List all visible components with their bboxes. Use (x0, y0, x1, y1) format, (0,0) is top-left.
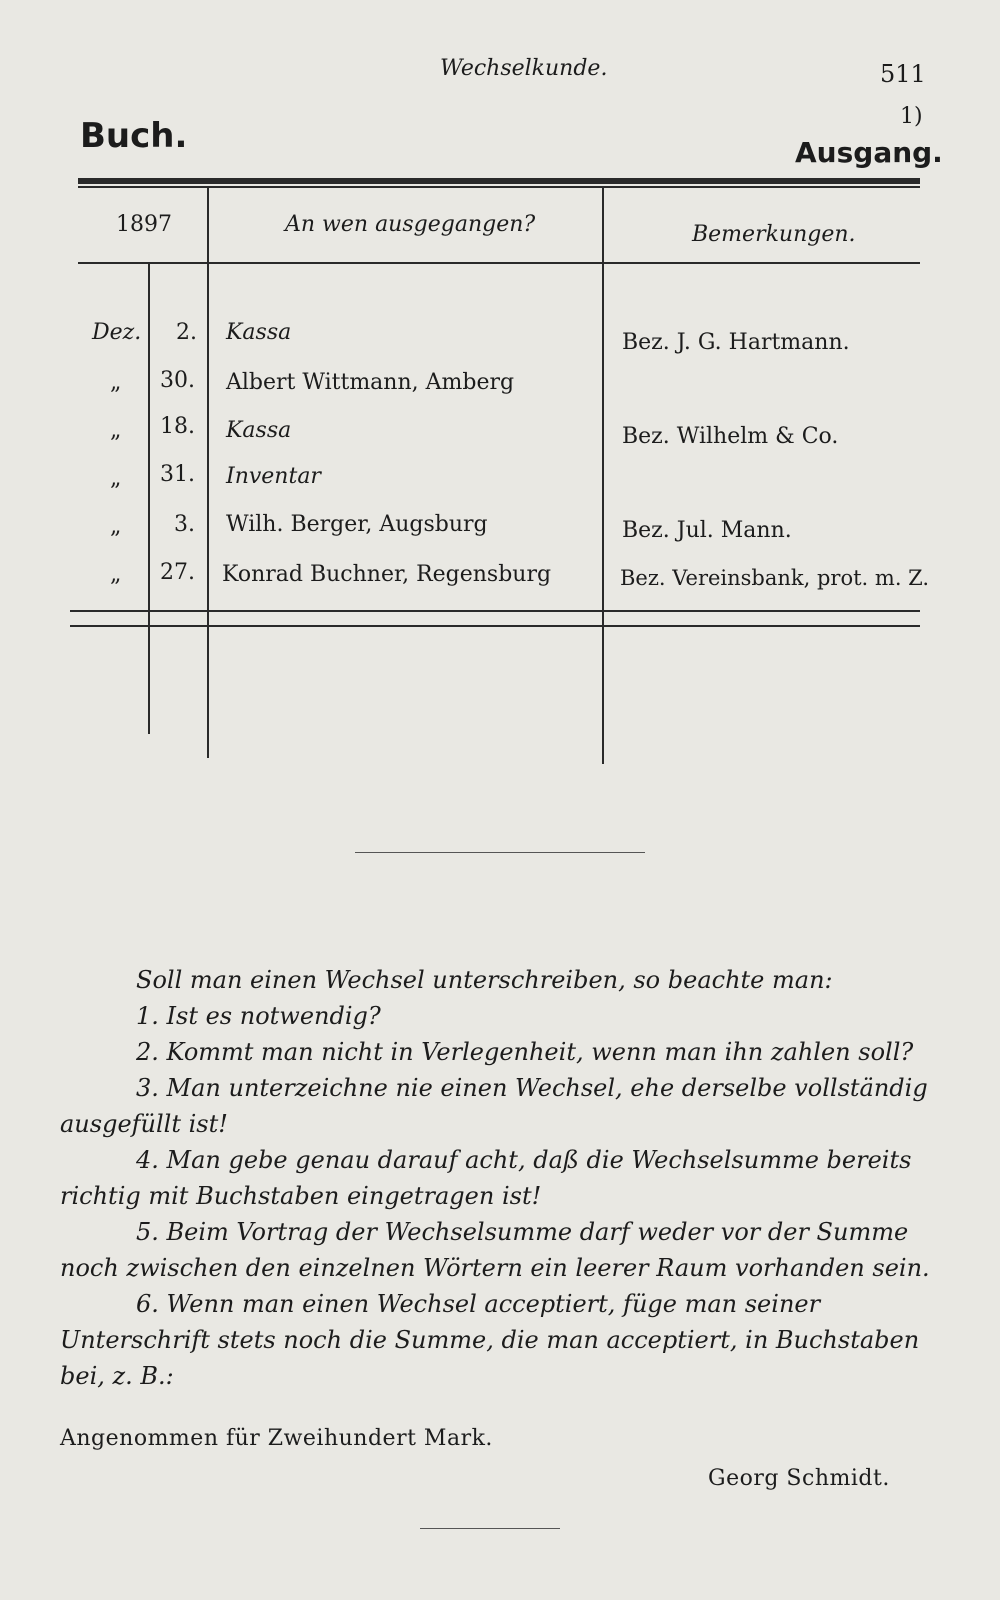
left-heading: Buch. (80, 116, 188, 156)
row-recipient: Albert Wittmann, Amberg (226, 370, 515, 395)
row-day: 2. (176, 320, 197, 345)
column-header-remarks: Bemerkungen. (692, 222, 856, 247)
row-month: „ (110, 466, 122, 491)
advice-block (60, 962, 930, 1394)
advice-intro: Soll man einen Wechsel unterschreiben, so beachte man: (136, 966, 833, 994)
column-header-recipient: An wen ausgegangen? (285, 212, 536, 237)
table-bottom-rule-2 (70, 625, 920, 627)
column-header-year: 1897 (116, 212, 172, 237)
row-remark: Bez. Jul. Mann. (622, 518, 792, 543)
table-header-rule (78, 262, 920, 264)
row-day: 3. (174, 512, 195, 537)
advice-item: 1. Ist es notwendig? (136, 1002, 381, 1030)
row-month: „ (110, 562, 122, 587)
table-bottom-rule (70, 610, 920, 612)
row-recipient: Wilh. Berger, Augsburg (226, 512, 488, 537)
row-day: 30. (160, 368, 195, 393)
column-divider-1 (207, 186, 209, 758)
advice-item: 6. Wenn man einen Wechsel acceptiert, füge man seiner Unterschrift stets noch die Summe, die man acceptiert, in Buchstaben bei, z. B.: (60, 1290, 920, 1390)
column-divider-day (148, 264, 150, 734)
row-day: 27. (160, 560, 195, 585)
row-remark: Bez. Wilhelm & Co. (622, 424, 839, 449)
running-title: Wechselkunde. (440, 56, 608, 81)
row-month: „ (110, 370, 122, 395)
signature: Georg Schmidt. (708, 1466, 890, 1491)
section-divider (355, 852, 645, 853)
row-recipient: Konrad Buchner, Regensburg (222, 562, 552, 587)
row-month: Dez. (92, 320, 142, 345)
advice-item: 3. Man unterzeichne nie einen Wechsel, ehe derselbe vollständig ausgefüllt ist! (60, 1074, 928, 1138)
row-recipient: Kassa (226, 320, 292, 345)
advice-item: 4. Man gebe genau darauf acht, daß die Wechselsumme bereits richtig mit Buchstaben eingetragen ist! (60, 1146, 912, 1210)
row-day: 18. (160, 414, 195, 439)
table-top-rule (78, 178, 920, 184)
column-divider-2 (602, 186, 604, 764)
row-month: „ (110, 418, 122, 443)
footer-divider (420, 1528, 560, 1529)
page-number: 511 (880, 60, 926, 88)
table-top-rule-thin (78, 186, 920, 188)
advice-item: 2. Kommt man nicht in Verlegenheit, wenn man ihn zahlen soll? (136, 1038, 914, 1066)
row-recipient: Inventar (226, 464, 321, 489)
footnote-mark: 1) (900, 104, 923, 129)
row-recipient: Kassa (226, 418, 292, 443)
advice-item: 5. Beim Vortrag der Wechselsumme darf weder vor der Summe noch zwischen den einzelnen Wörtern ein leerer Raum vorhanden sein. (60, 1218, 930, 1282)
example-line: Angenommen für Zweihundert Mark. (60, 1426, 493, 1451)
row-remark: Bez. Vereinsbank, prot. m. Z. (620, 566, 930, 590)
row-day: 31. (160, 462, 195, 487)
row-remark: Bez. J. G. Hartmann. (622, 330, 850, 355)
row-month: „ (110, 514, 122, 539)
right-heading: Ausgang. (795, 136, 943, 169)
